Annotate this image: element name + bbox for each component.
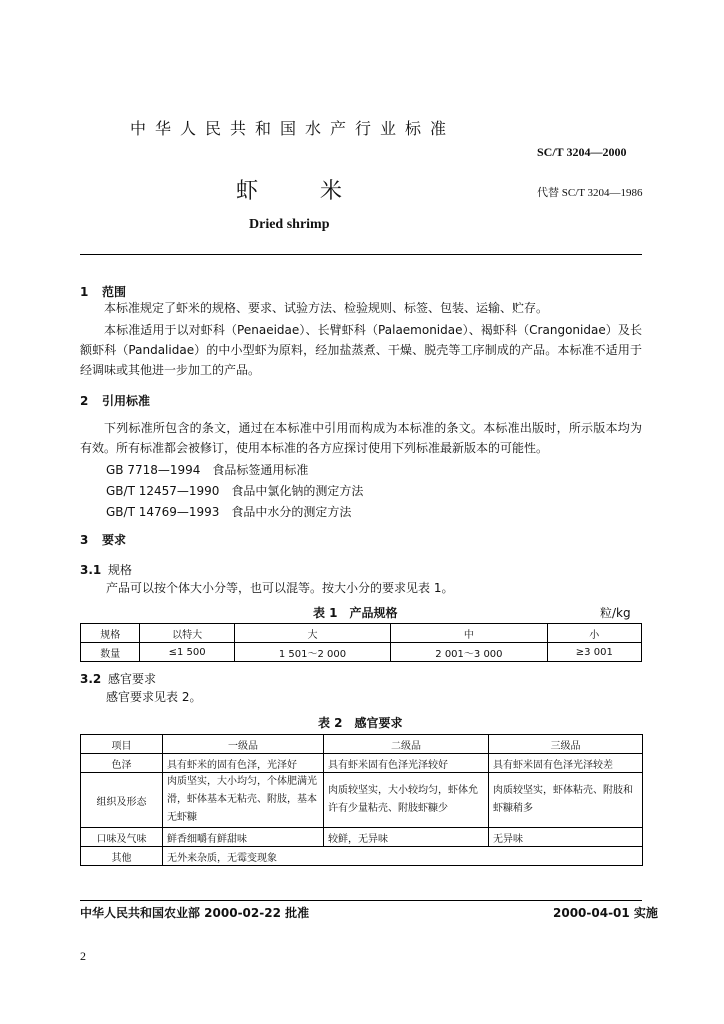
section-3-heading <box>80 531 126 548</box>
title-part-2: 米 <box>320 179 343 204</box>
table-2-caption: 表 2 感官要求 <box>318 716 403 730</box>
ministry-standard-heading: 中华人民共和国水产行业标准 <box>130 119 456 138</box>
table-row <box>81 847 643 866</box>
table-cell: ≤1 500 <box>140 643 234 662</box>
page-number: 2 <box>80 949 86 963</box>
subsection-3-2-number: 3.2 <box>80 672 102 686</box>
subsection-3-1-heading <box>80 561 132 578</box>
standard-number: SC/T 3204—2000 <box>537 145 627 159</box>
table-cell: 肉质较坚实，大小较均匀，虾体允许有少量粘壳、附肢虾糠少 <box>324 773 489 828</box>
table-row <box>81 754 643 773</box>
table-header-cell: 项目 <box>81 735 163 754</box>
table-cell: 无异味 <box>489 828 643 847</box>
table-cell: 组织及形态 <box>81 773 163 828</box>
english-title: Dried shrimp <box>249 217 330 232</box>
section-3-number: 3 <box>80 533 89 547</box>
title-part-1: 虾 <box>236 179 259 204</box>
reference-item: GB/T 12457—1990 食品中氯化钠的测定方法 <box>106 484 364 498</box>
table-cell: 无外来杂质，无霉变现象 <box>163 847 643 866</box>
table-header-cell: 小 <box>547 624 641 643</box>
reference-item: GB/T 14769—1993 食品中水分的测定方法 <box>106 505 352 519</box>
table-cell: 肉质较坚实，虾体粘壳、附肢和虾糠稍多 <box>489 773 643 828</box>
table-header-cell: 规格 <box>81 624 140 643</box>
table-cell: 数量 <box>81 643 140 662</box>
subsection-3-1-title: 规格 <box>108 563 133 577</box>
table-row <box>81 828 643 847</box>
table-header-row <box>81 624 642 643</box>
table-cell: 具有虾米固有色泽光泽较差 <box>489 754 643 773</box>
table-header-row <box>81 735 643 754</box>
table-cell: 色泽 <box>81 754 163 773</box>
table-header-cell: 二级品 <box>324 735 489 754</box>
footer-rule <box>80 900 642 901</box>
table-row <box>81 773 643 828</box>
table-cell: 肉质坚实，大小均匀，个体肥满光滑，虾体基本无粘壳、附肢，基本无虾糠 <box>163 773 324 828</box>
table-1-caption: 表 1 产品规格 <box>313 606 398 620</box>
section-2-title: 引用标准 <box>102 394 151 408</box>
approval-line: 中华人民共和国农业部 2000-02-22 批准 <box>80 906 310 920</box>
table-header-cell: 以特大 <box>140 624 234 643</box>
subsection-3-2-text: 感官要求见表 2。 <box>106 690 202 704</box>
section-1-paragraph-1: 本标准规定了虾米的规格、要求、试验方法、检验规则、标签、包装、运输、贮存。 <box>104 301 549 315</box>
table-header-cell: 中 <box>391 624 547 643</box>
section-2-heading <box>80 392 150 409</box>
table-cell: 具有虾米的固有色泽，光泽好 <box>163 754 324 773</box>
subsection-3-2-title: 感官要求 <box>108 672 157 686</box>
section-2-number: 2 <box>80 394 89 408</box>
implementation-date: 2000-04-01 实施 <box>553 906 658 920</box>
section-3-title: 要求 <box>102 533 127 547</box>
document-title <box>236 174 342 205</box>
table-header-cell: 三级品 <box>489 735 643 754</box>
section-1-number: 1 <box>80 285 89 299</box>
table-row <box>81 643 642 662</box>
reference-item: GB 7718—1994 食品标签通用标准 <box>106 463 309 477</box>
table-cell: ≥3 001 <box>547 643 641 662</box>
replaces-standard: 代替 SC/T 3204—1986 <box>537 187 643 199</box>
sensory-requirements-table <box>80 734 643 866</box>
section-1-paragraph-2: 本标准适用于以对虾科（Penaeidae）、长臂虾科（Palaemonidae）、褐虾科（Crangonidae）及长额虾科（Pandalidae）的中小型虾为原料，经加盐蒸煮、干燥、脱壳等工序制成的产品。本标准不适用于经调味或其他进一步加工的产品。 <box>80 323 642 377</box>
subsection-3-1-text: 产品可以按个体大小分等，也可以混等。按大小分的要求见表 1。 <box>106 581 454 595</box>
subsection-3-1-number: 3.1 <box>80 563 102 577</box>
table-header-cell: 一级品 <box>163 735 324 754</box>
table-cell: 鲜香细嚼有鲜甜味 <box>163 828 324 847</box>
product-spec-table <box>80 623 642 662</box>
table-cell: 1 501～2 000 <box>234 643 390 662</box>
table-1-unit: 粒/kg <box>600 606 631 620</box>
subsection-3-2-heading <box>80 670 156 687</box>
section-1-title: 范围 <box>102 285 127 299</box>
table-header-cell: 大 <box>234 624 390 643</box>
table-cell: 2 001～3 000 <box>391 643 547 662</box>
section-2-paragraph: 下列标准所包含的条文，通过在本标准中引用而构成为本标准的条文。本标准出版时，所示版本均为有效。所有标准都会被修订，使用本标准的各方应探讨使用下列标准最新版本的可能性。 <box>80 421 642 455</box>
table-cell: 口味及气味 <box>81 828 163 847</box>
table-cell: 其他 <box>81 847 163 866</box>
table-cell: 具有虾米固有色泽光泽较好 <box>324 754 489 773</box>
table-cell: 较鲜，无异味 <box>324 828 489 847</box>
header-rule <box>80 254 642 255</box>
